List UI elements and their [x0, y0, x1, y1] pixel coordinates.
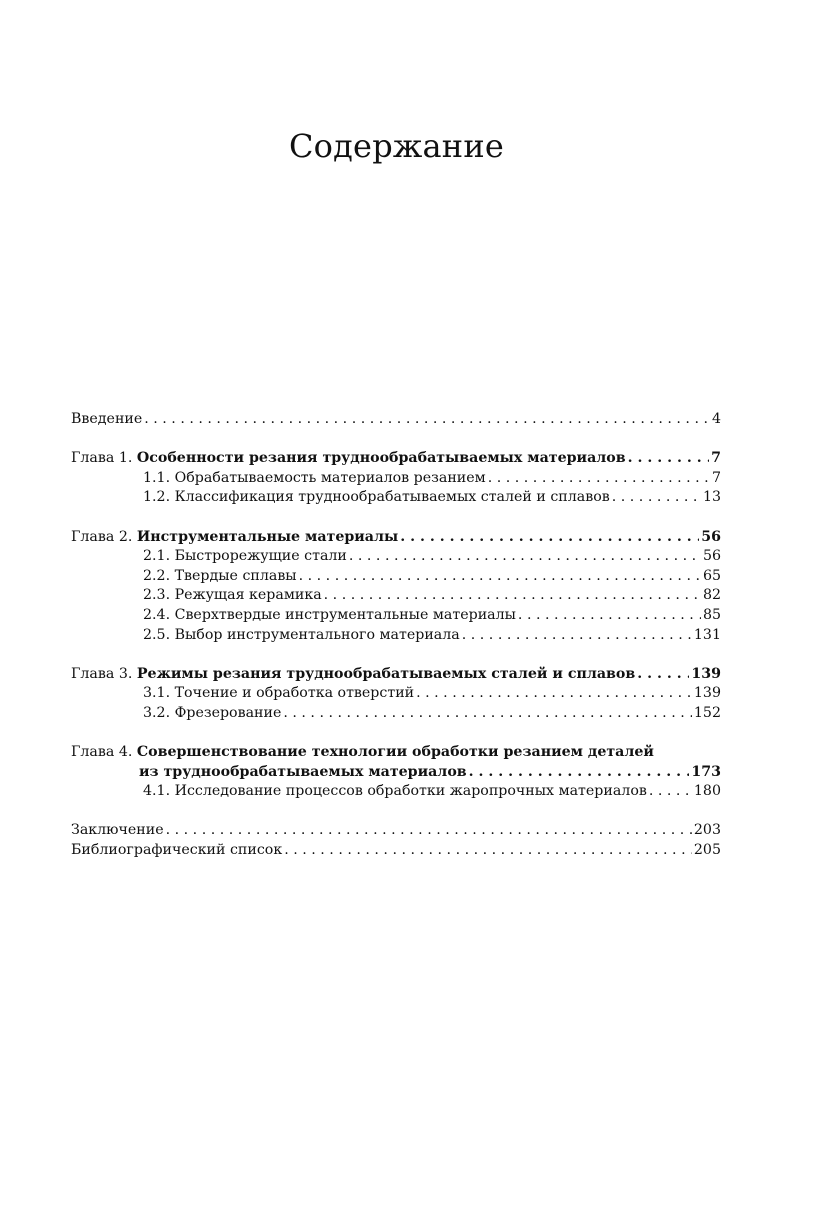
chapter-title-line-2: из труднообрабатываемых материалов	[139, 763, 467, 780]
dot-leader	[488, 469, 710, 489]
toc-chapter-3[interactable]	[71, 665, 721, 685]
section-label: 2.4. Сверхтвердые инструментальные материалы	[143, 606, 516, 623]
chapter-prefix: Глава 1.	[71, 450, 133, 467]
toc-chapter-2[interactable]	[71, 528, 721, 548]
chapter-prefix: Глава 3.	[71, 665, 133, 682]
toc-section-4-1[interactable]	[71, 782, 721, 802]
dot-leader	[612, 488, 701, 508]
toc-section-2-1[interactable]	[71, 547, 721, 567]
section-page: 56	[702, 548, 721, 565]
section-label: 2.5. Выбор инструментального материала	[143, 626, 460, 643]
toc-entry-page: 203	[693, 822, 721, 839]
section-page: 131	[693, 626, 721, 643]
chapter-page: 173	[691, 763, 721, 780]
dot-leader	[349, 547, 701, 567]
section-page: 82	[702, 587, 721, 604]
dot-leader	[416, 684, 692, 704]
chapter-page: 56	[701, 528, 721, 545]
dot-leader	[144, 410, 710, 430]
section-page: 152	[693, 704, 721, 721]
toc-section-2-3[interactable]	[71, 586, 721, 606]
section-label: 2.3. Режущая керамика	[143, 587, 322, 604]
dot-leader	[324, 586, 701, 606]
chapter-title: Инструментальные материалы	[136, 528, 399, 545]
section-label: 4.1. Исследование процессов обработки жаропрочных материалов	[143, 783, 647, 800]
toc-entry-label: Заключение	[71, 822, 164, 839]
toc-entry-label: Библиографический список	[71, 842, 283, 859]
section-page: 13	[702, 489, 721, 506]
chapter-page: 139	[691, 665, 721, 682]
dot-leader	[299, 567, 701, 587]
toc-section-3-1[interactable]	[71, 684, 721, 704]
toc-entry-label: Введение	[71, 411, 143, 427]
chapter-page: 7	[711, 450, 721, 467]
section-page: 85	[702, 606, 721, 623]
toc-entry-bibliography[interactable]	[71, 841, 721, 861]
section-label: 1.1. Обрабатываемость материалов резанием	[143, 469, 486, 486]
dot-leader	[284, 841, 692, 861]
table-of-contents	[71, 410, 721, 861]
dot-leader	[518, 606, 701, 626]
toc-section-1-1[interactable]	[71, 469, 721, 489]
chapter-title-line-1: Совершенствование технологии обработки резанием деталей	[136, 744, 654, 761]
section-page: 7	[711, 469, 721, 486]
chapter-title: Особенности резания труднообрабатываемых материалов	[136, 450, 626, 467]
chapter-title: Режимы резания труднообрабатываемых сталей и сплавов	[136, 665, 636, 682]
section-label: 2.1. Быстрорежущие стали	[143, 548, 347, 565]
dot-leader	[400, 528, 699, 548]
toc-entry-page: 205	[693, 842, 721, 859]
chapter-prefix: Глава 2.	[71, 528, 133, 545]
section-page: 180	[693, 783, 721, 800]
dot-leader	[462, 626, 692, 646]
toc-section-2-2[interactable]	[71, 567, 721, 587]
dot-leader	[469, 763, 690, 783]
section-label: 1.2. Классификация труднообрабатываемых сталей и сплавов	[143, 489, 610, 506]
section-page: 65	[702, 567, 721, 584]
section-label: 3.1. Точение и обработка отверстий	[143, 685, 415, 702]
dot-leader	[637, 665, 689, 685]
section-page: 139	[693, 685, 721, 702]
toc-section-3-2[interactable]	[71, 704, 721, 724]
dot-leader	[628, 449, 710, 469]
page-title: Содержание	[289, 127, 504, 165]
toc-chapter-1[interactable]	[71, 449, 721, 469]
dot-leader	[649, 782, 692, 802]
section-label: 3.2. Фрезерование	[143, 704, 282, 721]
toc-section-1-2[interactable]	[71, 488, 721, 508]
toc-chapter-4-continued[interactable]	[71, 763, 721, 783]
toc-chapter-4[interactable]	[71, 743, 721, 763]
dot-leader	[166, 821, 692, 841]
toc-section-2-4[interactable]	[71, 606, 721, 626]
section-label: 2.2. Твердые сплавы	[143, 567, 297, 584]
dot-leader	[283, 704, 692, 724]
toc-entry-intro[interactable]	[71, 410, 721, 430]
toc-section-2-5[interactable]	[71, 626, 721, 646]
toc-entry-conclusion[interactable]	[71, 821, 721, 841]
chapter-prefix: Глава 4.	[71, 744, 133, 761]
toc-entry-page: 4	[711, 411, 721, 427]
